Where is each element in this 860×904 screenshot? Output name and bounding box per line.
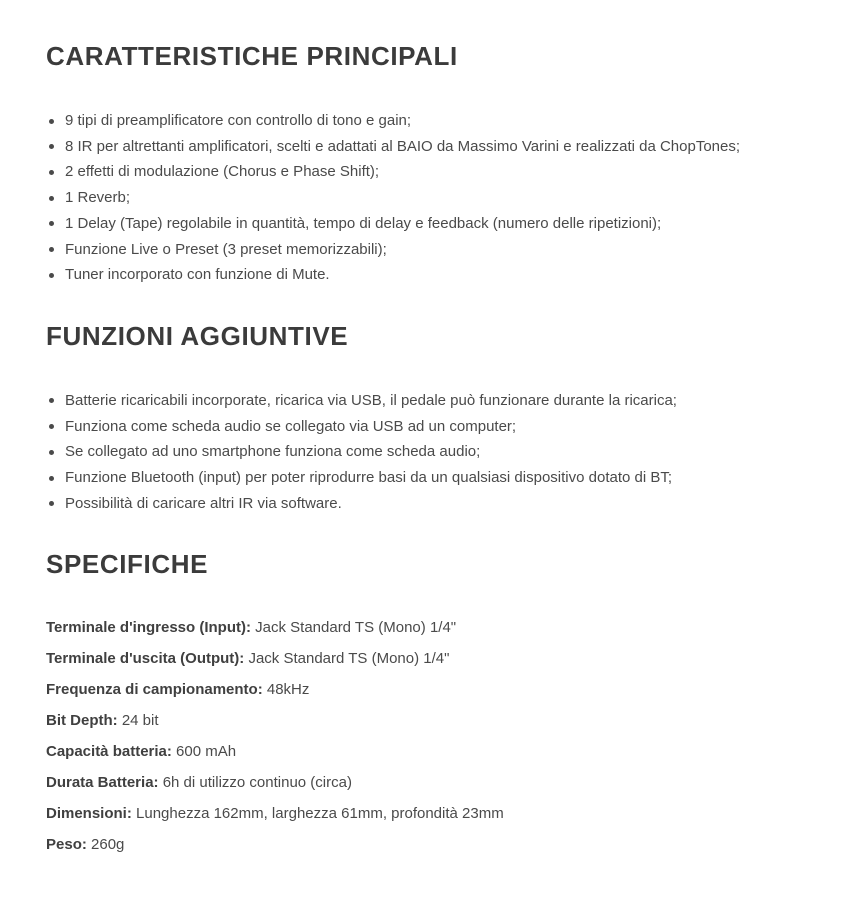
list-item-text: 2 effetti di modulazione (Chorus e Phase Shift); xyxy=(65,163,380,181)
spec-value: Jack Standard TS (Mono) 1/4" xyxy=(248,650,450,668)
spec-row xyxy=(46,647,846,670)
section-caratteristiche-principali xyxy=(46,40,846,288)
bullet-icon xyxy=(49,119,54,124)
bullet-icon xyxy=(49,247,54,252)
list-item xyxy=(46,134,846,160)
bullet-icon xyxy=(49,476,54,481)
list-item-text: 8 IR per altrettanti amplificatori, scelti e adattati al BAIO da Massimo Varini e realizzati da ChopTones; xyxy=(65,137,741,155)
list-item xyxy=(46,491,846,517)
bullet-icon xyxy=(49,450,54,455)
list-item xyxy=(46,211,846,237)
list-item xyxy=(46,159,846,185)
section-heading-specifiche: SPECIFICHE xyxy=(46,549,209,580)
feature-list-funzioni xyxy=(46,388,846,517)
spec-row xyxy=(46,740,846,763)
spec-value: 600 mAh xyxy=(176,743,237,761)
list-item-text: Possibilità di caricare altri IR via software. xyxy=(65,494,342,512)
spec-row xyxy=(46,678,846,701)
spec-row xyxy=(46,709,846,732)
spec-label: Terminale d'ingresso (Input): xyxy=(46,619,251,637)
spec-value: 24 bit xyxy=(121,712,159,730)
bullet-icon xyxy=(49,144,54,149)
list-item xyxy=(46,237,846,263)
list-item-text: 9 tipi di preamplificatore con controllo di tono e gain; xyxy=(65,112,412,129)
list-item xyxy=(46,388,846,414)
list-item-text: Funzione Bluetooth (input) per poter riprodurre basi da un qualsiasi dispositivo dotato di BT; xyxy=(65,469,673,487)
list-item-text: Tuner incorporato con funzione di Mute. xyxy=(65,266,330,284)
list-item-text: 1 Delay (Tape) regolabile in quantità, tempo di delay e feedback (numero delle ripetizioni); xyxy=(65,214,662,232)
section-heading-funzioni: FUNZIONI AGGIUNTIVE xyxy=(46,320,349,351)
spec-label: Frequenza di campionamento: xyxy=(46,681,263,699)
bullet-icon xyxy=(49,221,54,226)
list-item xyxy=(46,108,846,134)
spec-row xyxy=(46,771,846,794)
spec-row xyxy=(46,833,846,856)
spec-label: Durata Batteria: xyxy=(46,774,159,792)
spec-label: Terminale d'uscita (Output): xyxy=(46,650,245,668)
spec-list xyxy=(46,616,846,856)
spec-value: 6h di utilizzo continuo (circa) xyxy=(162,774,352,792)
bullet-icon xyxy=(49,196,54,201)
spec-label: Peso: xyxy=(46,836,87,854)
bullet-icon xyxy=(49,501,54,506)
list-item xyxy=(46,439,846,465)
spec-value: Jack Standard TS (Mono) 1/4" xyxy=(255,619,457,637)
list-item xyxy=(46,414,846,440)
bullet-icon xyxy=(49,273,54,278)
list-item xyxy=(46,185,846,211)
bullet-icon xyxy=(49,170,54,175)
spec-value: 48kHz xyxy=(266,681,310,699)
feature-list-caratteristiche xyxy=(46,108,846,288)
list-item-text: Se collegato ad uno smartphone funziona come scheda audio; xyxy=(65,443,481,461)
section-funzioni-aggiuntive xyxy=(46,320,846,517)
spec-row xyxy=(46,802,846,825)
list-item-text: Batterie ricaricabili incorporate, ricarica via USB, il pedale può funzionare durante la ricarica; xyxy=(65,391,677,409)
spec-label: Capacità batteria: xyxy=(46,743,172,761)
spec-value: 260g xyxy=(91,836,125,854)
bullet-icon xyxy=(49,424,54,429)
spec-value: Lunghezza 162mm, larghezza 61mm, profondità 23mm xyxy=(136,805,504,823)
bullet-icon xyxy=(49,398,54,403)
list-item-text: Funziona come scheda audio se collegato via USB ad un computer; xyxy=(65,417,517,435)
list-item-text: 1 Reverb; xyxy=(65,189,131,207)
spec-label: Bit Depth: xyxy=(46,712,118,730)
list-item xyxy=(46,262,846,288)
section-specifiche xyxy=(46,548,846,856)
spec-row xyxy=(46,616,846,639)
section-heading-caratteristiche: CARATTERISTICHE PRINCIPALI xyxy=(46,41,458,71)
spec-label: Dimensioni: xyxy=(46,805,132,823)
list-item xyxy=(46,465,846,491)
list-item-text: Funzione Live o Preset (3 preset memorizzabili); xyxy=(65,240,387,258)
